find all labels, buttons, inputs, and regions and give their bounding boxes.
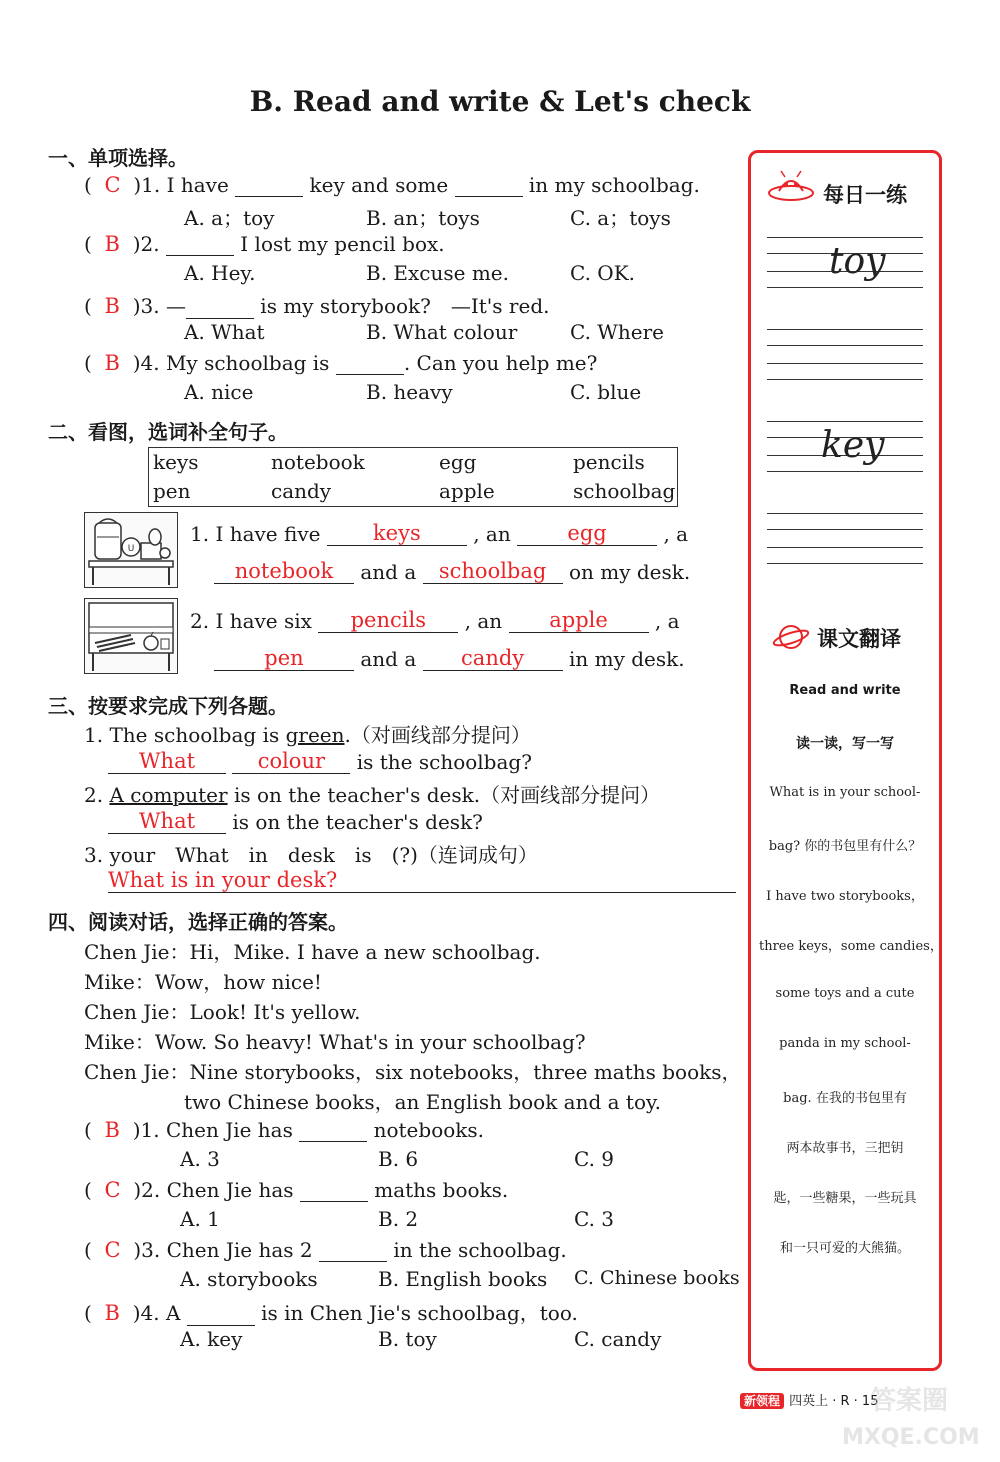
answer: schoolbag [423,559,563,584]
translation-subtitle-en: Read and write [789,683,901,698]
translation-line: panda in my school- [779,1036,911,1051]
translation-line: 和一只可爱的大熊猫。 [779,1241,910,1256]
word: candy [271,479,332,503]
answer: What is in your desk? [108,868,338,892]
page-title: B. Read and write & Let's check [249,85,751,118]
watermark-url: MXQE.COM [842,1425,980,1450]
answer: pencils [318,608,458,633]
page-footer [740,1390,878,1409]
blank [336,350,404,375]
blank [319,1237,387,1262]
answer: notebook [214,559,354,584]
blank [186,294,254,319]
translation-line: I have two storybooks， [766,889,924,904]
options: A. key B. toy C. candy [180,1327,662,1351]
word-bank [148,447,678,507]
handwritten-word: toy [829,241,886,282]
translation-line: some toys and a cute [775,986,915,1001]
translation-line: What is in your school- [769,785,921,800]
underlined-word: A computer [109,783,228,807]
answer: egg [517,521,657,546]
translation-line: 两本故事书，三把钥 [786,1141,904,1156]
section4-heading: 四、阅读对话，选择正确的答案。 [48,910,348,934]
sec3-q2-answer: What is on the teacher's desk? [108,809,483,834]
word: apple [439,479,495,503]
word: egg [439,450,477,474]
sentence-2-line-1: 2. I have six pencils , an apple , a [190,608,680,633]
answer: pen [214,646,354,671]
answer-mark: C [104,1178,121,1202]
sidebar-panel [748,150,942,1371]
blank [235,172,303,197]
answer-mark: B [104,1118,120,1142]
section2-heading: 二、看图，选词补全句子。 [48,420,288,444]
options: A. nice B. heavy C. blue [184,380,642,404]
translation-line: bag. 在我的书包里有 [783,1091,907,1106]
answer: colour [232,749,350,774]
brand-badge: 新领程 [740,1393,784,1409]
translation-line: 匙，一些糖果，一些玩具 [773,1191,917,1206]
word: notebook [271,450,365,474]
options: A. 3 B. 6 C. 9 [180,1147,615,1171]
answer: apple [509,608,649,633]
dialog-line: Chen Jie：Hi，Mike. I have a new schoolbag. [84,940,541,964]
translation-title: 课文翻译 [817,627,901,651]
answer-mark: C [104,1238,121,1262]
daily-practice-title: 每日一练 [823,183,907,207]
answer-mark: B [104,232,120,256]
dialog-line: two Chinese books，an English book and a toy. [184,1090,662,1114]
answer-mark: C [104,173,121,197]
section1-heading: 一、单项选择。 [48,146,188,170]
answer-mark: B [104,351,120,375]
options: A. 1 B. 2 C. 3 [180,1207,615,1231]
watermark: 答案圈 [870,1386,949,1416]
answer: keys [327,521,467,546]
dialog-line: Mike：Wow. So heavy! What's in your schoolbag? [84,1030,586,1054]
dialog-line: Chen Jie：Nine storybooks，six notebooks，three maths books， [84,1060,742,1084]
answer: What [108,809,226,834]
underlined-word: green [285,723,345,747]
section3-heading: 三、按要求完成下列各题。 [48,694,288,718]
svg-text:U: U [127,544,135,554]
blank [300,1177,368,1202]
translation-subtitle-zh: 读一读，写一写 [796,736,894,752]
sec3-q3-answer [108,868,736,893]
answer: candy [423,646,563,671]
options: A. Hey. B. Excuse me. C. OK. [184,261,635,285]
answer-mark: B [104,1301,120,1325]
word: pen [153,479,191,503]
sec3-q1-answer: What colour is the schoolbag? [108,749,532,774]
options: A. What B. What colour C. Where [184,320,664,344]
options: A. storybooks B. English books C. Chinese books [180,1267,740,1291]
word: pencils [573,450,645,474]
sentence-1-line-1: 1. I have five keys , an egg , a [190,521,689,546]
translation-line: three keys，some candies， [759,939,943,954]
word: keys [153,450,199,474]
translation-line: bag? 你的书包里有什么？ [768,839,922,854]
planet-icon [771,619,811,655]
sec3-q3: 3. your What in desk is (?)（连词成句） [84,843,538,867]
desk-picture-1 [84,512,178,588]
blank [187,1301,255,1326]
blank [166,231,234,256]
sec3-q1: 1. The schoolbag is green.（对画线部分提问） [84,723,531,747]
blank [455,172,523,197]
desk-picture-2 [84,598,178,674]
answer: What [108,749,226,774]
dialog-line: Mike：Wow，how nice! [84,970,322,994]
answer-mark: B [104,294,120,318]
blank [299,1117,367,1142]
sentence-1-line-2: notebook and a schoolbag on my desk. [214,559,690,584]
dialog-line: Chen Jie：Look! It's yellow. [84,1000,361,1024]
ufo-icon [765,167,817,209]
page-number: 四英上 · R · 15 [789,1394,879,1409]
sec3-q2: 2. A computer is on the teacher's desk.（对画线部分提问） [84,783,661,807]
word: schoolbag [573,479,676,503]
sentence-2-line-2: pen and a candy in my desk. [214,646,685,671]
options: A. a；toy B. an；toys C. a；toys [184,206,671,230]
handwritten-word: key [821,425,885,466]
